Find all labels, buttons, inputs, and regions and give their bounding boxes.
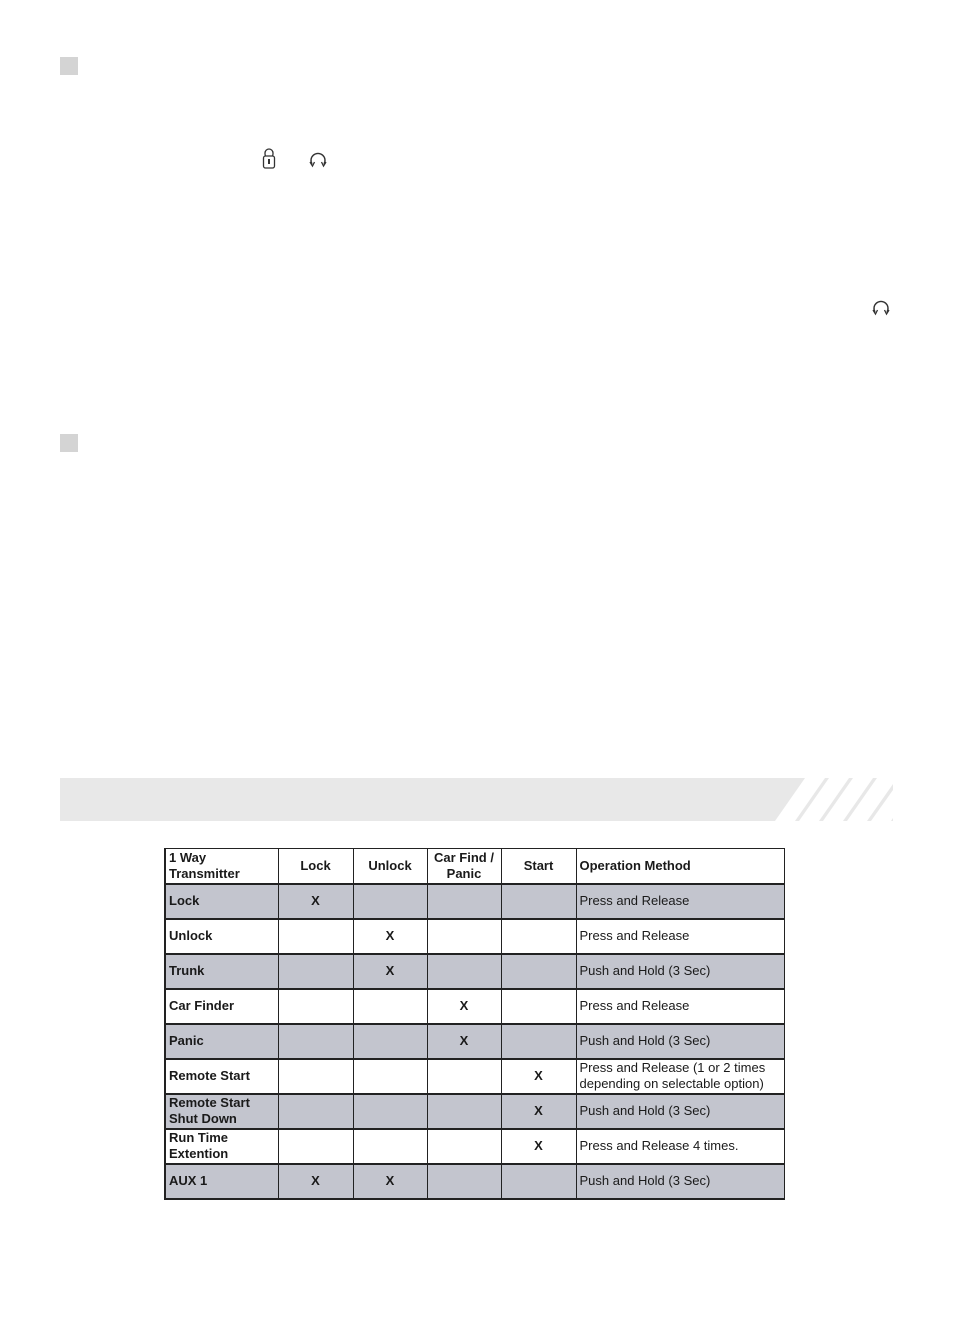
cell-start (501, 1024, 576, 1059)
cell-start: X (501, 1059, 576, 1094)
cell-car-find-panic: X (427, 1024, 501, 1059)
cell-start (501, 954, 576, 989)
cell-lock (278, 1059, 353, 1094)
col-header-unlock: Unlock (353, 849, 427, 884)
row-label: Lock (165, 884, 278, 919)
row-label: Car Finder (165, 989, 278, 1024)
table-row (165, 919, 784, 954)
cell-operation-method: Push and Hold (3 Sec) (576, 1094, 784, 1129)
cell-lock (278, 954, 353, 989)
cell-car-find-panic (427, 1059, 501, 1094)
section-bullet-square (60, 434, 78, 452)
col-header-car-find-panic: Car Find / Panic (427, 849, 501, 884)
cell-lock (278, 919, 353, 954)
cell-unlock: X (353, 1164, 427, 1199)
cell-lock: X (278, 1164, 353, 1199)
cell-operation-method: Press and Release (576, 884, 784, 919)
cell-car-find-panic (427, 884, 501, 919)
row-label: AUX 1 (165, 1164, 278, 1199)
cell-car-find-panic (427, 919, 501, 954)
row-label: Remote Start Shut Down (165, 1094, 278, 1129)
row-label: Remote Start (165, 1059, 278, 1094)
cell-lock (278, 1129, 353, 1164)
cell-unlock (353, 884, 427, 919)
col-header-lock: Lock (278, 849, 353, 884)
row-label: Trunk (165, 954, 278, 989)
table-row (165, 1024, 784, 1059)
col-header-transmitter: 1 Way Transmitter (165, 849, 278, 884)
cell-lock (278, 1024, 353, 1059)
transmitter-operations-table (164, 848, 785, 1200)
row-label: Unlock (165, 919, 278, 954)
row-label: Run Time Extention (165, 1129, 278, 1164)
cell-start: X (501, 1094, 576, 1129)
col-header-operation-method: Operation Method (576, 849, 784, 884)
cell-lock (278, 1094, 353, 1129)
cell-car-find-panic (427, 1094, 501, 1129)
section-bullet-square (60, 57, 78, 75)
cell-unlock: X (353, 954, 427, 989)
table-row (165, 989, 784, 1024)
section-header-band (60, 778, 893, 821)
cell-operation-method: Press and Release (576, 989, 784, 1024)
remote-start-icon (308, 151, 328, 171)
cell-operation-method: Press and Release 4 times. (576, 1129, 784, 1164)
cell-lock: X (278, 884, 353, 919)
cell-car-find-panic (427, 1129, 501, 1164)
cell-car-find-panic (427, 1164, 501, 1199)
cell-unlock (353, 1094, 427, 1129)
cell-unlock (353, 1129, 427, 1164)
table-row (165, 1164, 784, 1199)
cell-unlock (353, 989, 427, 1024)
cell-operation-method: Push and Hold (3 Sec) (576, 1024, 784, 1059)
remote-start-icon (871, 299, 891, 319)
stripe-decoration (763, 778, 893, 821)
cell-operation-method: Press and Release (1 or 2 times depending on selectable option) (576, 1059, 784, 1094)
cell-car-find-panic (427, 954, 501, 989)
cell-lock (278, 989, 353, 1024)
cell-operation-method: Press and Release (576, 919, 784, 954)
table-row (165, 1094, 784, 1129)
table-row (165, 1059, 784, 1094)
cell-start (501, 919, 576, 954)
lock-icon (262, 148, 276, 170)
col-header-start: Start (501, 849, 576, 884)
cell-car-find-panic: X (427, 989, 501, 1024)
cell-start (501, 884, 576, 919)
table-row (165, 1129, 784, 1164)
cell-operation-method: Push and Hold (3 Sec) (576, 954, 784, 989)
cell-unlock (353, 1024, 427, 1059)
cell-start (501, 989, 576, 1024)
cell-start: X (501, 1129, 576, 1164)
table-header-row (165, 849, 784, 884)
cell-operation-method: Push and Hold (3 Sec) (576, 1164, 784, 1199)
row-label: Panic (165, 1024, 278, 1059)
cell-unlock: X (353, 919, 427, 954)
table-row (165, 954, 784, 989)
cell-start (501, 1164, 576, 1199)
cell-unlock (353, 1059, 427, 1094)
table-row (165, 884, 784, 919)
